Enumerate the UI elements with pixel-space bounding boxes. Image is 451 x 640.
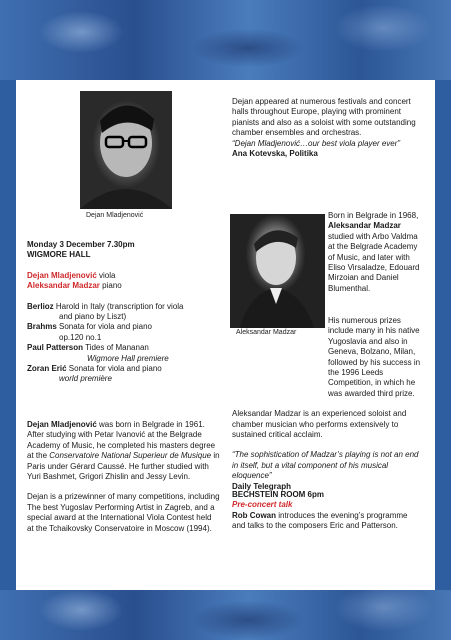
press-quote: “Dejan Mladjenović…our best viola player ever” (232, 138, 401, 148)
bio-dejan-continued (232, 97, 416, 159)
photo-caption-dejan: Dejan Mladjenović (86, 212, 144, 219)
concert-listing (27, 240, 222, 385)
bio-text: was born in Belgrade in 1961. After studying with Petar Ivanović at the Belgrade Academy of Music, he completed his masters degree at the (27, 420, 216, 461)
bio-text: Born in Belgrade in 1968, (328, 211, 419, 220)
decorative-bottom-band (0, 590, 451, 640)
performer-instrument: viola (96, 270, 116, 280)
composer: Zoran Erić (27, 364, 67, 374)
bio-paragraph: Dejan is a prizewinner of many competitions, including The best Yugoslav Performing Artist in Zagreb, and a special award at the International Viola Contest held at the Tchaikovsky Conservatoire in Moscow (1994). (27, 492, 220, 533)
photo-dejan-mladjenovic (80, 91, 172, 209)
bio-aleksandar (232, 316, 422, 492)
quote-source: Daily Telegraph (232, 481, 291, 491)
bio-text: in Paris under Gérard Caussé. He further studied with Yuri Bashmet, Grigori Zhislin and Jessy Levin. (27, 451, 220, 482)
photo-caption-aleksandar: Aleksandar Madzar (236, 329, 297, 336)
composer: Paul Patterson (27, 343, 84, 353)
composer: Berlioz (27, 301, 54, 311)
work-detail: op.120 no.1 (59, 332, 102, 342)
work-title: Sonata for viola and piano (56, 322, 152, 332)
talk-speaker: Rob Cowan (232, 510, 276, 520)
bio-dejan (27, 420, 220, 534)
work-detail: and piano by Liszt) (59, 312, 127, 322)
performer-name: Aleksandar Madzar (27, 281, 100, 291)
talk-text: introduces the evening’s programme and talks to the composers Eric and Patterson. (232, 510, 408, 531)
concert-date: Monday 3 December 7.30pm (27, 240, 135, 249)
bio-italic: Conservatoire National Superieur de Musique (49, 451, 212, 461)
concert-venue: WIGMORE HALL (27, 250, 91, 260)
pre-concert-talk (232, 490, 422, 532)
work-title: Sonata for viola and piano (66, 364, 162, 374)
work-title: Harold in Italy (transcription for viola (53, 301, 184, 311)
bio-paragraph: His numerous prizes include many in his native Yugoslavia and also in Geneva, Bolzano, Milan, followed by his success in the 1996 Leeds Competition, in which he was awarded third prize. (328, 316, 421, 398)
talk-title: Pre-concert talk (232, 500, 293, 510)
talk-room: BECHSTEIN ROOM 6pm (232, 490, 325, 499)
bio-name: Dejan Mladjenović (27, 420, 97, 429)
press-quote: “The sophistication of Madzar’s playing is not an end in itself, but a vital component of his musical eloquence” (232, 450, 419, 481)
performer-instrument: piano (99, 281, 122, 291)
work-title: Tides of Mananan (83, 343, 149, 353)
bio-aleksandar-intro (328, 211, 420, 294)
photo-aleksandar-madzar (230, 214, 325, 328)
bio-paragraph: Dejan appeared at numerous festivals and concert halls throughout Europe, playing with prominent pianists and also as a soloist with some outstanding chamber ensembles and orchestras. (232, 97, 416, 138)
bio-name: Aleksandar Madzar (328, 221, 401, 231)
quote-source: Ana Kotevska, Politika (232, 149, 318, 159)
work-detail: world première (59, 374, 112, 384)
decorative-top-band (0, 0, 451, 80)
bio-text: studied with Arbo Valdma at the Belgrade Academy of Music, and later with Eliso Virsaladze, Edouard Mirzoian and Daniel Blumenthal. (328, 231, 420, 293)
bio-paragraph: Aleksandar Madzar is an experienced soloist and chamber musician who performs extensively to sustained critical acclaim. (232, 409, 407, 440)
composer: Brahms (27, 322, 57, 332)
performer-name: Dejan Mladjenović (27, 270, 97, 280)
work-detail: Wigmore Hall premiere (87, 353, 169, 363)
